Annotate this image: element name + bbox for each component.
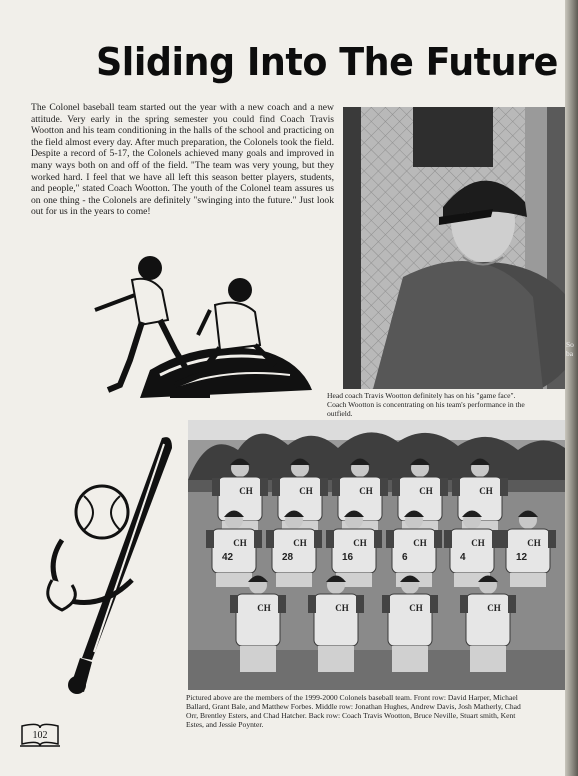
caption-line: Head coach Travis Wootton definitely has on his "game face". — [327, 391, 516, 400]
sliding-player-clipart — [50, 250, 322, 410]
book-spine-shadow — [565, 0, 578, 776]
jersey-lettering: CH — [419, 486, 433, 496]
jersey-lettering: CH — [257, 603, 271, 613]
page-title: Sliding Into The Future — [96, 40, 558, 84]
caption-line: Pictured above are the members of the 1999-2000 Colonels baseball team. Front row: David Harper, Michael — [186, 693, 518, 702]
jersey-number: 12 — [516, 552, 528, 563]
jersey-lettering: CH — [527, 538, 541, 548]
jersey-number: 42 — [222, 552, 234, 563]
adjacent-page-fragment — [566, 340, 578, 358]
team-photo-caption — [186, 693, 567, 729]
story-text: The Colonel baseball team started out the year with a new coach and a new attitude. Very early in the spring semester you could find Coach Travis Wootton and his team conditioning in the halls of the school and practicing on the field almost every day. After much preparation, the Colonels took the field. Despite a record of 5-17, the Colonels achieved many goals and improved in many ways both on and off of the field. "The team was very young, but they worked hard. I feel that we have all left this season better players, students, and people," stated Coach Wootton. The youth of the Colonel team assures us on one thing - the Colonels are definitely "swinging into the future." Just look out for us in the years to come! — [31, 102, 334, 218]
jersey-lettering: CH — [479, 486, 493, 496]
jersey-number: 28 — [282, 552, 294, 563]
coach-photo — [343, 107, 565, 389]
jersey-number: 16 — [342, 552, 354, 563]
jersey-lettering: CH — [233, 538, 247, 548]
jersey-lettering: CH — [239, 486, 253, 496]
caption-line: Orr, Brentley Esters, and Chad Hatcher. Back row: Coach Travis Wootton, Bruce Neville, Stuart smith, Kent — [186, 711, 516, 720]
jersey-lettering: CH — [293, 538, 307, 548]
caption-line: outfield. — [327, 409, 353, 418]
page-number: 102 — [32, 730, 48, 741]
jersey-lettering: CH — [413, 538, 427, 548]
jersey-lettering: CH — [299, 486, 313, 496]
jersey-lettering: CH — [409, 603, 423, 613]
jersey-lettering: CH — [487, 603, 501, 613]
page-number-badge — [20, 722, 60, 748]
jersey-number: 4 — [460, 552, 466, 563]
jersey-lettering: CH — [471, 538, 485, 548]
jersey-number: 6 — [402, 552, 408, 563]
team-photo — [188, 420, 565, 690]
caption-line: Estes, and Jessie Poynter. — [186, 720, 264, 729]
coach-photo-caption — [327, 391, 567, 418]
jersey-lettering: CH — [353, 538, 367, 548]
caption-line: Coach Wootton is concentrating on his team's performance in the — [327, 400, 525, 409]
fragment-line: So — [566, 340, 574, 349]
bat-and-ball-clipart — [22, 430, 182, 698]
caption-line: Ballard, Grant Bale, and Matthew Forbes. Middle row: Jonathan Hughes, Andrew Davis, Josh Matherly, Chad — [186, 702, 521, 711]
fragment-line: ba — [566, 349, 574, 358]
jersey-lettering: CH — [359, 486, 373, 496]
jersey-lettering: CH — [335, 603, 349, 613]
